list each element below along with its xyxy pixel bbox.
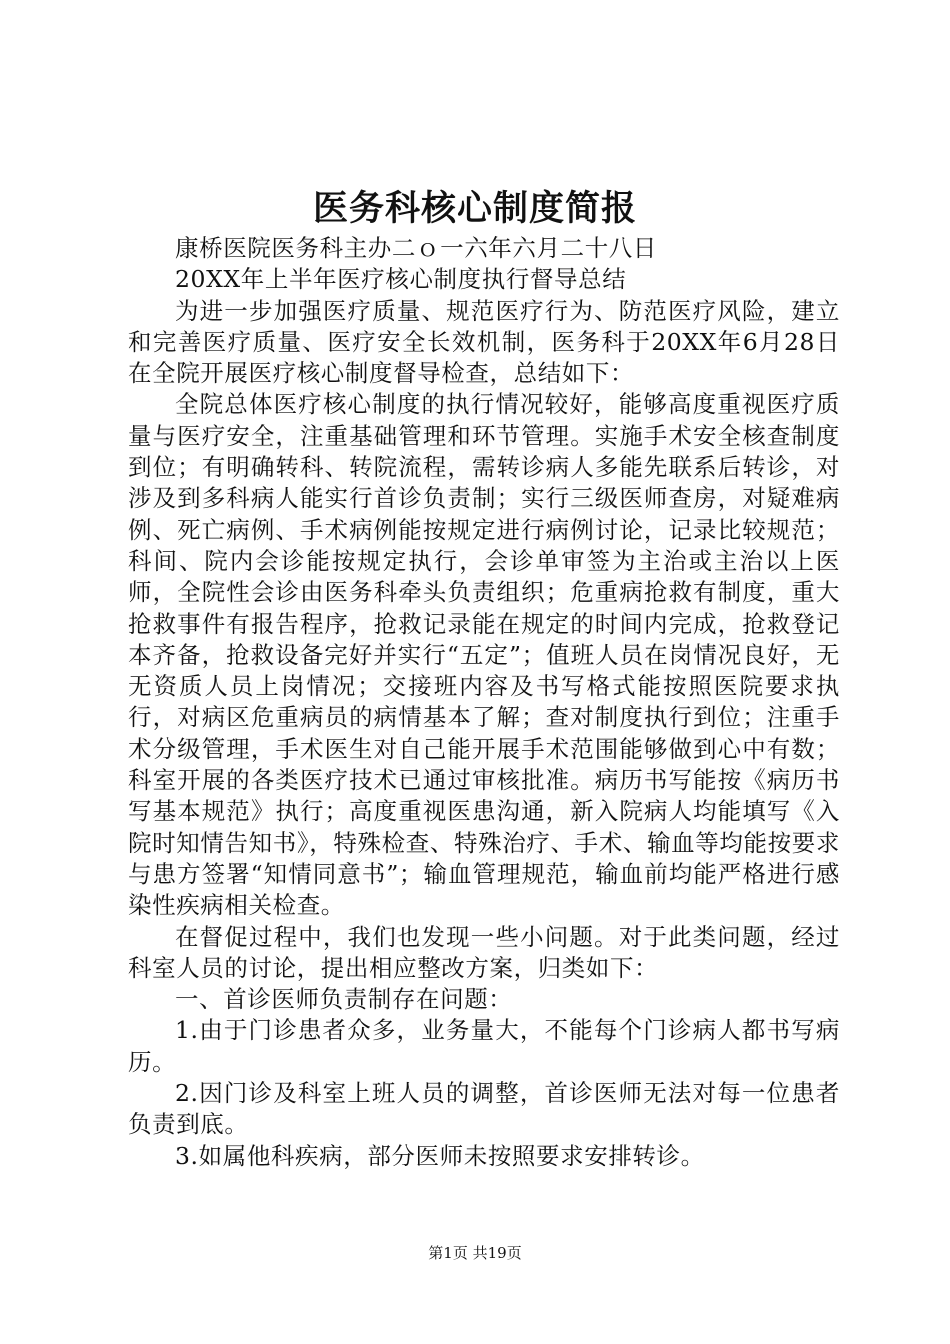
findings-paragraph: 全院总体医疗核心制度的执行情况较好，能够高度重视医疗质量与医疗安全，注重基础管理和环节管理。实施手术安全核查制度到位；有明确转科、转院流程，需转诊病人多能先联系后转诊，对涉及到多科病人能实行首诊负责制；实行三级医师查房，对疑难病例、死亡病例、手术病例能按规定进行病例讨论，记录比较规范；科间、院内会诊能按规定执行，会诊单审签为主治或主治以上医师，全院性会诊由医务科牵头负责组织；危重病抢救有制度，重大抢救事件有报告程序，抢救记录能在规定的时间内完成，抢救登记本齐备，抢救设备完好并实行“五定”；值班人员在岗情况良好，无无资质人员上岗情况；交接班内容及书写格式能按照医院要求执行，对病区危重病员的病情基本了解；查对制度执行到位；注重手术分级管理，手术医生对自己能开展手术范围能够做到心中有数；科室开展的各类医疗技术已通过审核批准。病历书写能按《病历书写基本规范》执行；高度重视医患沟通，新入院病人均能填写《入院时知情告知书》，特殊检查、特殊治疗、手术、输血等均能按要求与患方签署“知情同意书”；输血管理规范，输血前均能严格进行感染性疾病相关检查。 <box>128 390 840 920</box>
report-subtitle: 20XX年上半年医疗核心制度执行督导总结 <box>175 265 627 294</box>
section-heading: 一、首诊医师负责制存在问题： <box>175 985 513 1014</box>
list-item: 3.如属他科疾病，部分医师未按照要求安排转诊。 <box>175 1141 705 1170</box>
problems-intro-paragraph: 在督促过程中，我们也发现一些小问题。对于此类问题，经过科室人员的讨论，提出相应整改方案，归类如下： <box>128 922 840 982</box>
document-body <box>128 233 840 1172</box>
list-item: 2.因门诊及科室上班人员的调整，首诊医师无法对每一位患者负责到底。 <box>128 1079 840 1139</box>
intro-paragraph: 为进一步加强医疗质量、规范医疗行为、防范医疗风险，建立和完善医疗质量、医疗安全长效机制，医务科于20XX年6月28日在全院开展医疗核心制度督导检查，总结如下： <box>128 296 840 388</box>
issuer-line: 康桥医院医务科主办二ｏ一六年六月二十八日 <box>175 234 657 262</box>
list-item: 1.由于门诊患者众多，业务量大，不能每个门诊病人都书写病历。 <box>128 1016 840 1076</box>
document-title: 医务科核心制度简报 <box>312 188 637 229</box>
page-footer: 第1页 共19页 <box>428 1244 522 1262</box>
